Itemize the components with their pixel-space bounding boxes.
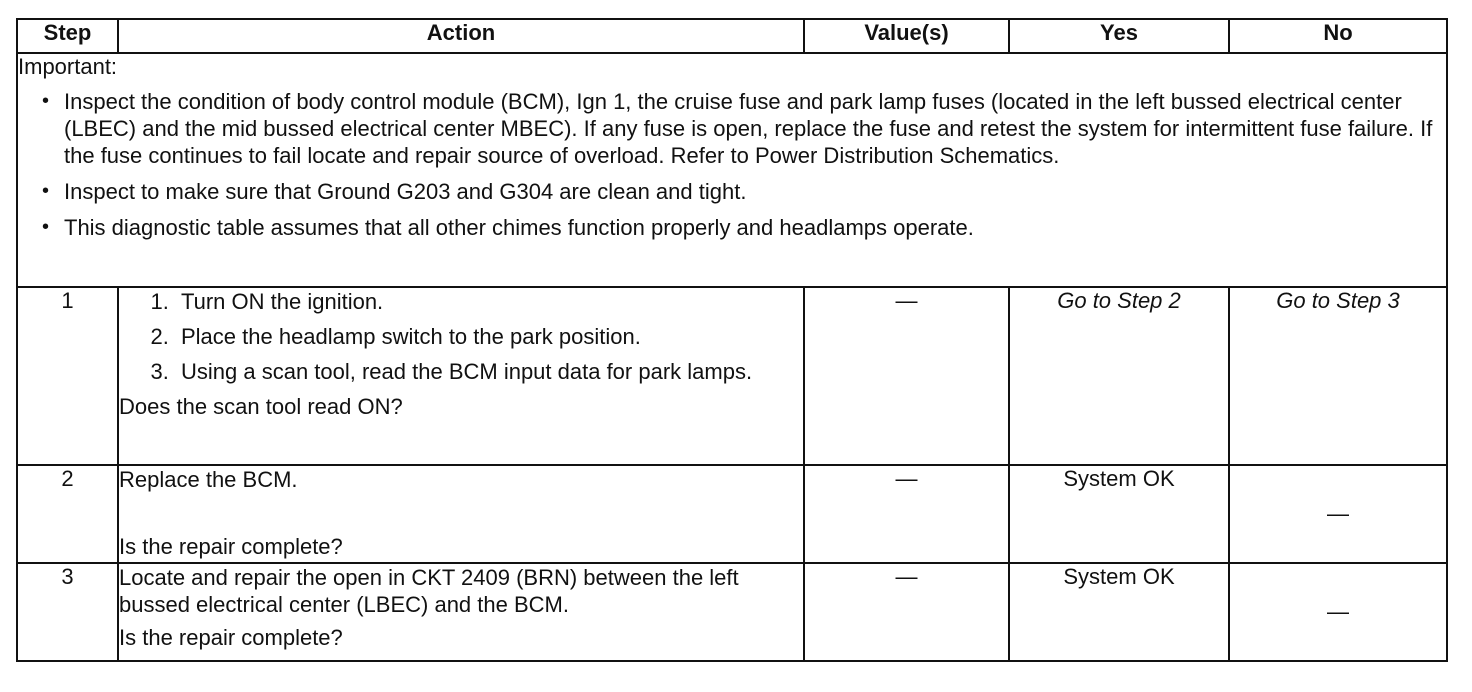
action-text: Locate and repair the open in CKT 2409 (BRN) between the left bussed electrical center (LBEC) and the BCM.	[119, 565, 739, 617]
substep: 2. Place the headlamp switch to the park position.	[175, 323, 803, 350]
action-question: Is the repair complete?	[119, 625, 343, 650]
header-step: Step	[17, 19, 118, 53]
important-bullet: • This diagnostic table assumes that all other chimes function properly and headlamps operate.	[64, 214, 1446, 241]
substep: 1. Turn ON the ignition.	[175, 288, 803, 315]
step-number: 2	[17, 465, 118, 563]
yes-cell: System OK	[1009, 563, 1229, 661]
action-question: Is the repair complete?	[119, 534, 343, 559]
substep: 3. Using a scan tool, read the BCM input data for park lamps.	[175, 358, 803, 385]
action-question: Does the scan tool read ON?	[119, 394, 403, 419]
header-yes: Yes	[1009, 19, 1229, 53]
table-row	[17, 465, 1447, 563]
header-row	[17, 19, 1447, 53]
yes-cell: System OK	[1009, 465, 1229, 563]
important-cell	[17, 53, 1447, 287]
no-cell: —	[1229, 563, 1447, 661]
no-cell: —	[1229, 465, 1447, 563]
action-cell	[118, 287, 804, 465]
header-values: Value(s)	[804, 19, 1009, 53]
action-cell	[118, 563, 804, 661]
diagnostic-table	[16, 18, 1448, 662]
header-action: Action	[118, 19, 804, 53]
value-cell: —	[804, 287, 1009, 465]
table-row	[17, 563, 1447, 661]
substep-list	[119, 288, 803, 385]
action-cell	[118, 465, 804, 563]
important-bullet: • Inspect to make sure that Ground G203 and G304 are clean and tight.	[64, 178, 1446, 205]
table-row	[17, 287, 1447, 465]
header-no: No	[1229, 19, 1447, 53]
yes-cell: Go to Step 2	[1009, 287, 1229, 465]
step-number: 1	[17, 287, 118, 465]
important-title: Important:	[18, 54, 118, 79]
value-cell: —	[804, 563, 1009, 661]
no-cell: Go to Step 3	[1229, 287, 1447, 465]
important-list	[18, 88, 1446, 241]
important-bullet: • Inspect the condition of body control module (BCM), Ign 1, the cruise fuse and park lamp fuses (located in the left bussed electrical center (LBEC) and the mid bussed electrical center MBEC). If any fuse is open, replace the fuse and retest the system for intermittent fuse failure. If the fuse continues to fail locate and repair source of overload. Refer to Power Distribution Schematics.	[64, 88, 1446, 169]
value-cell: —	[804, 465, 1009, 563]
action-text: Replace the BCM.	[119, 467, 298, 492]
important-row	[17, 53, 1447, 287]
step-number: 3	[17, 563, 118, 661]
